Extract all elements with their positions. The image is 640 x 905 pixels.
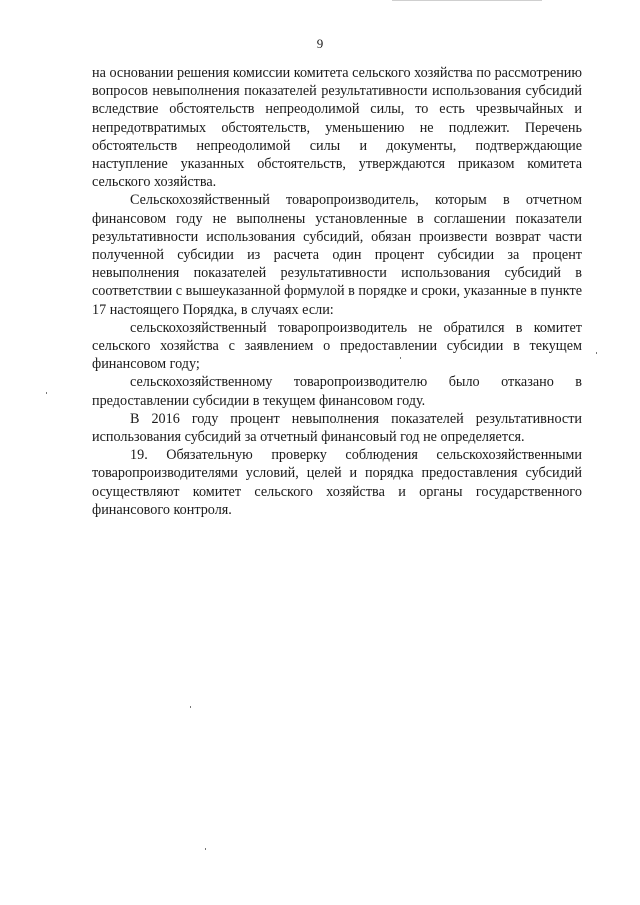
scan-speck bbox=[46, 392, 47, 394]
paragraph-item-19: 19. Обязательную проверку соблюдения сельскохозяйственными товаропроизводителями условий, целей и порядка предоставления субсидий осуществляют комитет сельского хозяйства и органы государственного финансового контроля. bbox=[92, 447, 582, 518]
document-body bbox=[92, 64, 582, 519]
paragraph-case-refused: сельскохозяйственному товаропроизводителю было отказано в предоставлении субсидии в текущем финансовом году. bbox=[92, 374, 582, 409]
page-number: 9 bbox=[316, 36, 324, 51]
scan-speck bbox=[596, 352, 597, 354]
paragraph-continuation: на основании решения комиссии комитета сельского хозяйства по рассмотрению вопросов невыполнения показателей результативности использования субсидий вследствие обстоятельств непреодолимой силы, то есть чрезвычайных и непредотвратимых обстоятельств, уменьшению не подлежит. Перечень обстоятельств непреодолимой силы и документы, подтверждающие наступление указанных обстоятельств, утверждаются приказом комитета сельского хозяйства. bbox=[92, 65, 582, 191]
paragraph-2016-exception: В 2016 году процент невыполнения показателей результативности использования субсидий за отчетный финансовый год не определяется. bbox=[92, 410, 582, 446]
scan-speck bbox=[190, 706, 191, 708]
paragraph-case-no-application: сельскохозяйственный товаропроизводитель не обратился в комитет сельского хозяйства с заявлением о предоставлении субсидии в текущем финансовом году; bbox=[92, 319, 582, 373]
scan-edge-line bbox=[392, 0, 542, 1]
scan-speck bbox=[400, 357, 401, 359]
paragraph-refund-obligation: Сельскохозяйственный товаропроизводитель, которым в отчетном финансовом году не выполнены установленные в соглашении показатели результативности использования субсидий, обязан произвести возврат части полученной субсидии из расчета один процент субсидии за процент невыполнения показателей результативности использования субсидий в соответствии с вышеуказанной формулой в порядке и сроки, указанные в пункте 17 настоящего Порядка, в случаях если: bbox=[92, 192, 582, 318]
scan-speck bbox=[205, 848, 206, 850]
